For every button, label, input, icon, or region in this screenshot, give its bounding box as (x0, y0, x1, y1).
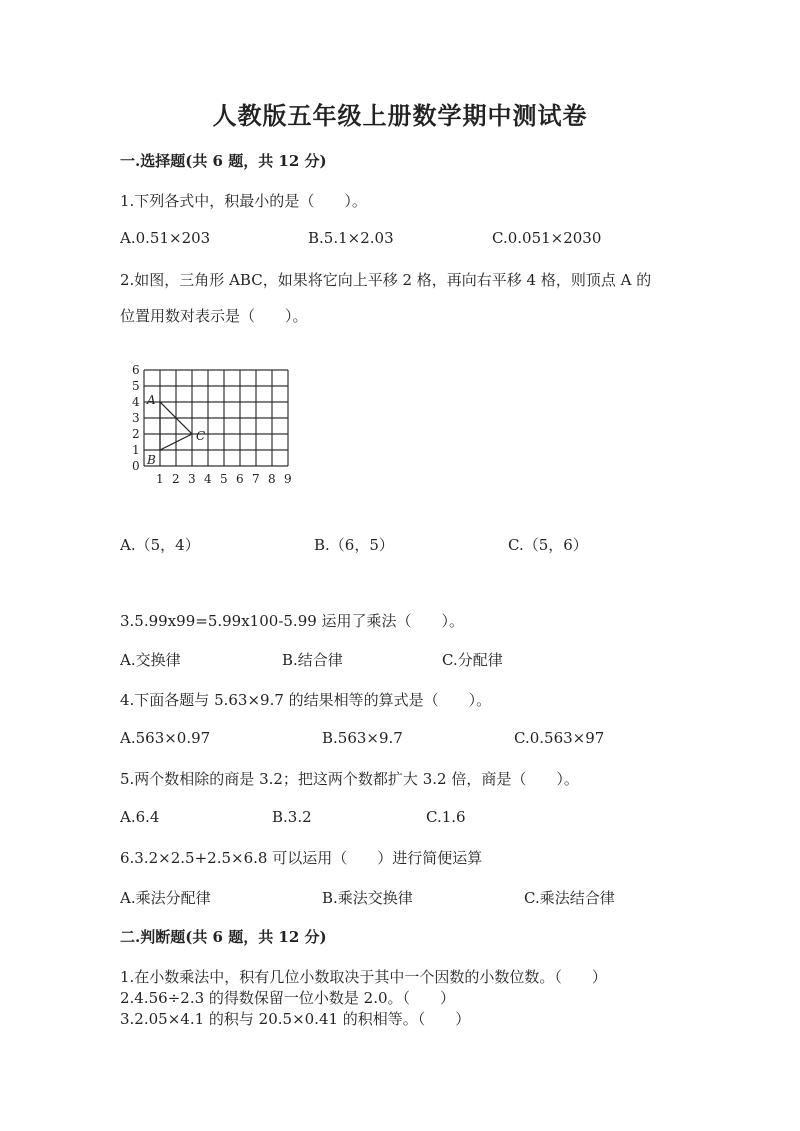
question-2-stem-line-2: 位置用数对表示是（ ）。 (120, 307, 308, 325)
y-tick-label: 0 (132, 459, 140, 473)
question-4-stem: 4.下面各题与 5.63×9.7 的结果相等的算式是（ ）。 (120, 691, 492, 709)
y-tick-label: 2 (132, 427, 140, 441)
question-6-option-c: C.乘法结合律 (524, 889, 615, 907)
vertex-label-a: A (147, 393, 156, 407)
question-3-option-c: C.分配律 (442, 651, 503, 669)
question-6-option-b: B.乘法交换律 (322, 889, 413, 907)
y-tick-label: 1 (132, 443, 140, 457)
question-4-option-c: C.0.563×97 (514, 729, 605, 747)
x-tick-label: 1 (156, 472, 164, 486)
question-2-option-b: B.（6，5） (314, 536, 394, 554)
question-1-option-a: A.0.51×203 (120, 229, 211, 247)
question-6-stem: 6.3.2×2.5+2.5×6.8 可以运用（ ）进行简便运算 (120, 849, 483, 867)
question-3-option-b: B.结合律 (282, 651, 343, 669)
page-title: 人教版五年级上册数学期中测试卷 (212, 101, 588, 130)
question-1-option-c: C.0.051×2030 (492, 229, 602, 247)
x-tick-label: 6 (236, 472, 244, 486)
coordinate-grid-svg (128, 360, 308, 488)
question-5-option-a: A.6.4 (120, 808, 160, 826)
question-5-option-c: C.1.6 (426, 808, 466, 826)
section-heading-judgement: 二.判断题(共 6 题，共 12 分) (120, 928, 327, 946)
question-4-option-b: B.563×9.7 (322, 729, 403, 747)
question-2-option-c: C.（5，6） (508, 536, 588, 554)
question-3-stem: 3.5.99x99=5.99x100-5.99 运用了乘法（ ）。 (120, 612, 465, 630)
vertex-label-b: B (147, 453, 156, 467)
question-6-option-a: A.乘法分配律 (120, 889, 211, 907)
x-tick-label: 9 (284, 472, 292, 486)
y-tick-label: 3 (132, 411, 140, 425)
y-tick-label: 4 (132, 395, 140, 409)
judgement-item-1: 1.在小数乘法中，积有几位小数取决于其中一个因数的小数位数。（ ） (120, 968, 607, 986)
question-3-option-a: A.交换律 (120, 651, 181, 669)
question-1-option-b: B.5.1×2.03 (308, 229, 394, 247)
question-4-option-a: A.563×0.97 (120, 729, 211, 747)
section-heading-choice: 一.选择题(共 6 题，共 12 分) (120, 152, 327, 170)
question-2-option-a: A.（5，4） (120, 536, 200, 554)
x-tick-label: 8 (268, 472, 276, 486)
coordinate-grid-figure (128, 360, 308, 488)
x-tick-label: 5 (220, 472, 228, 486)
x-tick-label: 2 (172, 472, 180, 486)
judgement-item-2: 2.4.56÷2.3 的得数保留一位小数是 2.0。（ ） (120, 989, 456, 1007)
judgement-item-3: 3.2.05×4.1 的积与 20.5×0.41 的积相等。（ ） (120, 1010, 471, 1028)
question-2-stem-line-1: 2.如图，三角形 ABC，如果将它向上平移 2 格，再向右平移 4 格，则顶点 A 的 (120, 271, 652, 289)
vertex-label-c: C (196, 429, 206, 443)
x-tick-label: 4 (204, 472, 212, 486)
x-tick-label: 3 (188, 472, 196, 486)
question-5-option-b: B.3.2 (272, 808, 312, 826)
question-5-stem: 5.两个数相除的商是 3.2；把这两个数都扩大 3.2 倍，商是（ ）。 (120, 770, 579, 788)
question-1-stem: 1.下列各式中，积最小的是（ ）。 (120, 192, 367, 210)
y-tick-label: 6 (132, 363, 140, 377)
x-tick-label: 7 (252, 472, 260, 486)
y-tick-label: 5 (132, 379, 140, 393)
